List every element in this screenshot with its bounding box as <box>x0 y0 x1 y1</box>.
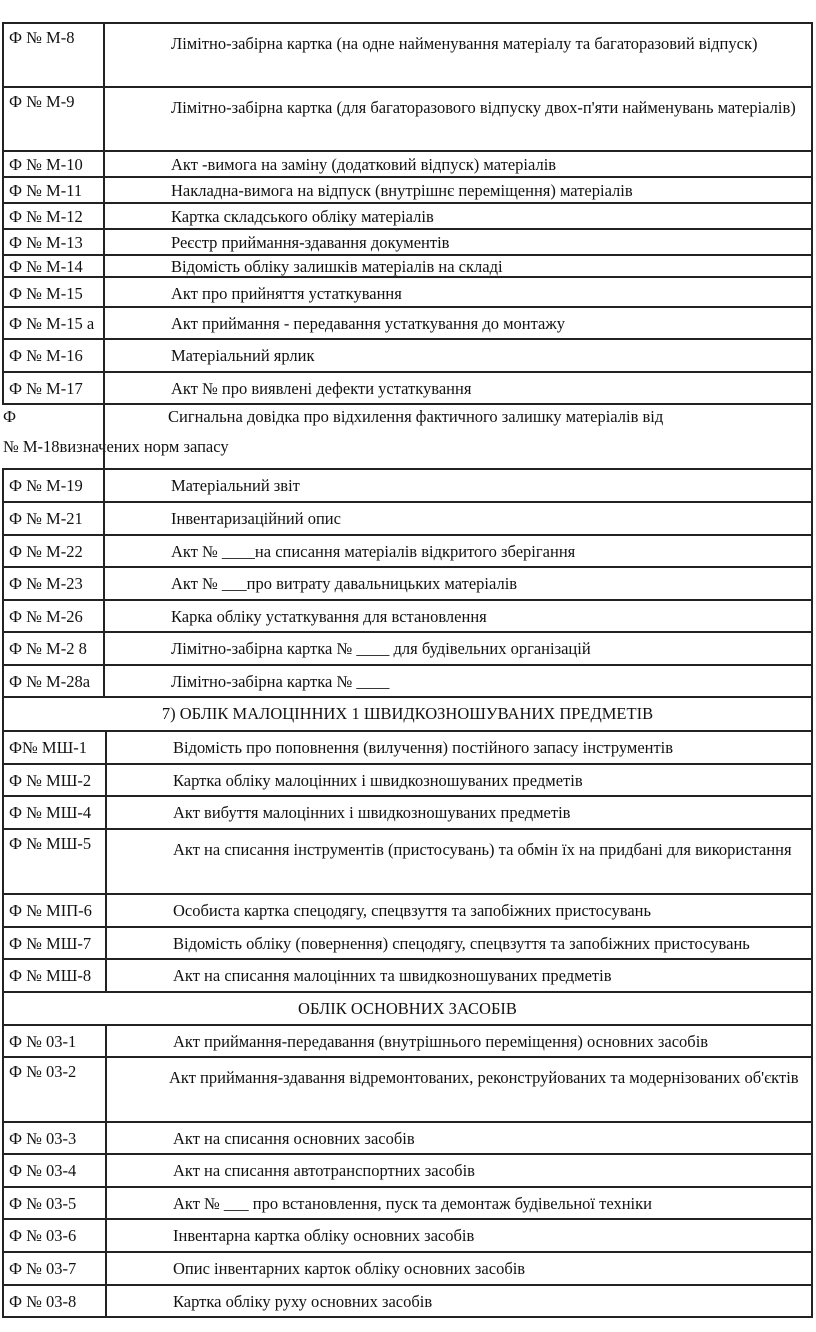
form-code: Ф № М-22 <box>4 536 105 566</box>
table-row <box>2 340 813 373</box>
table-row <box>2 1220 813 1253</box>
form-description: Матеріальний ярлик <box>171 346 315 365</box>
form-code: Ф № М-14 <box>4 256 105 276</box>
form-code: Ф № 03-6 <box>4 1220 107 1251</box>
form-description-line1: Сигнальна довідка про відхилення фактичного залишку матеріалів від <box>168 407 664 426</box>
form-code: Ф № М-11 <box>4 178 105 202</box>
form-code: Ф№ МШ-1 <box>4 732 107 763</box>
form-code: Ф № 03-1 <box>4 1026 107 1056</box>
table-row <box>2 830 813 895</box>
table-row <box>2 928 813 960</box>
form-code: Ф № 03-5 <box>4 1188 107 1218</box>
form-description: Картка обліку руху основних засобів <box>173 1292 433 1311</box>
form-code: Ф № М-2 8 <box>4 633 105 664</box>
form-description: Карка обліку устаткування для встановлення <box>171 607 487 626</box>
table-row <box>2 178 813 204</box>
form-code: Ф № 03-4 <box>4 1155 107 1186</box>
form-description: Лімітно-забірна картка (на одне найменування матеріалу та багаторазовий відпуск) <box>171 34 758 53</box>
form-description: Картка обліку малоцінних і швидкозношуваних предметів <box>173 771 583 790</box>
table-row <box>2 732 813 765</box>
table-row <box>2 470 813 503</box>
form-code: Ф № МШ-7 <box>4 928 107 958</box>
table-row <box>2 1026 813 1058</box>
form-description: Акт № ___ про встановлення, пуск та демонтаж будівельної техніки <box>173 1194 652 1213</box>
form-code: Ф № 03-7 <box>4 1253 107 1284</box>
form-description: Відомість обліку залишків матеріалів на складі <box>171 257 503 276</box>
form-description: Акт на списання інструментів (пристосувань) та обмін їх на придбані для використання <box>173 840 792 859</box>
form-code: Ф № 03-8 <box>4 1286 107 1316</box>
form-code: Ф № М-23 <box>4 568 105 599</box>
table-row <box>2 405 813 470</box>
form-description: Відомість про поповнення (вилучення) постійного запасу інструментів <box>173 738 674 757</box>
form-code-and-description-line2 <box>2 437 229 457</box>
form-description: Лімітно-забірна картка № ____ для будівельних організацій <box>171 639 591 658</box>
form-description: Акт на списання автотранспортних засобів <box>173 1161 475 1180</box>
form-description: Лімітно-забірна картка (для багаторазового відпуску двох-п'яти найменувань матеріалів) <box>171 98 796 117</box>
table-row <box>2 1253 813 1286</box>
table-row <box>2 797 813 830</box>
table-row <box>2 152 813 178</box>
forms-table <box>2 22 813 1318</box>
column-divider <box>103 405 105 468</box>
table-row <box>2 1155 813 1188</box>
section-header: 7) ОБЛІК МАЛОЦІННИХ 1 ШВИДКОЗНОШУВАНИХ ПРЕДМЕТІВ <box>2 698 813 732</box>
form-description: Матеріальний звіт <box>171 476 300 495</box>
form-code: Ф № МШ-4 <box>4 797 107 828</box>
table-row <box>2 373 813 405</box>
form-description: Акт приймання-здавання відремонтованих, реконструйованих та модернізованих об'єктів <box>169 1068 799 1087</box>
form-code: Ф № М-19 <box>4 470 105 501</box>
form-description: Відомість обліку (повернення) спецодягу, спецвзуття та запобіжних пристосувань <box>173 934 750 953</box>
table-row <box>2 308 813 340</box>
table-row <box>2 1058 813 1123</box>
form-code: Ф № МШ-5 <box>4 830 107 893</box>
form-description: Накладна-вимога на відпуск (внутрішнє переміщення) матеріалів <box>171 181 633 200</box>
form-code: Ф № М-26 <box>4 601 105 631</box>
table-row <box>2 536 813 568</box>
form-code: Ф № 03-3 <box>4 1123 107 1153</box>
form-code: Ф № М-28а <box>4 666 105 696</box>
table-row <box>2 601 813 633</box>
form-code: Ф № М-8 <box>4 24 105 86</box>
form-description: Інвентарна картка обліку основних засобів <box>173 1226 475 1245</box>
table-row <box>2 278 813 308</box>
form-code: Ф № МІП-6 <box>4 895 107 926</box>
form-description: Опис інвентарних карток обліку основних засобів <box>173 1259 526 1278</box>
table-row <box>2 633 813 666</box>
table-row <box>2 765 813 797</box>
form-description: Акт -вимога на заміну (додатковий відпуск) матеріалів <box>171 155 557 174</box>
table-row <box>2 666 813 698</box>
form-code: Ф № М-9 <box>4 88 105 150</box>
form-description: Акт приймання - передавання устаткування до монтажу <box>171 314 566 333</box>
form-description: Лімітно-забірна картка № ____ <box>171 672 390 691</box>
form-description: Акт № ____на списання матеріалів відкритого зберігання <box>171 542 576 561</box>
form-description: Картка складського обліку матеріалів <box>171 207 434 226</box>
form-code: Ф № М-15 а <box>4 308 105 338</box>
form-description-line2: визначених норм запасу <box>59 437 229 456</box>
table-row <box>2 256 813 278</box>
form-code: Ф № МШ-8 <box>4 960 107 991</box>
form-description: Інвентаризаційний опис <box>171 509 341 528</box>
form-code: Ф № М-21 <box>4 503 105 534</box>
form-description: Акт вибуття малоцінних і швидкозношуваних предметів <box>173 803 571 822</box>
form-code: Ф № М-12 <box>4 204 105 228</box>
form-code-line2: № М-18 <box>3 437 60 456</box>
form-description: Реєстр приймання-здавання документів <box>171 233 450 252</box>
table-row <box>2 568 813 601</box>
form-description: Акт на списання основних засобів <box>173 1129 415 1148</box>
form-description: Акт на списання малоцінних та швидкозношуваних предметів <box>173 966 612 985</box>
table-row <box>2 960 813 993</box>
table-row <box>2 895 813 928</box>
table-row <box>2 204 813 230</box>
form-description: Акт про прийняття устаткування <box>171 284 402 303</box>
section-header: ОБЛІК ОСНОВНИХ ЗАСОБІВ <box>2 993 813 1026</box>
table-row <box>2 503 813 536</box>
form-code: Ф № М-10 <box>4 152 105 176</box>
form-code: Ф № М-16 <box>4 340 105 371</box>
table-row <box>2 1188 813 1220</box>
table-row <box>2 230 813 256</box>
form-code: Ф № 03-2 <box>4 1058 107 1121</box>
table-row <box>2 88 813 152</box>
table-row <box>2 22 813 88</box>
form-code: Ф № МШ-2 <box>4 765 107 795</box>
form-code: Ф № М-17 <box>4 373 105 403</box>
form-description: Особиста картка спецодягу, спецвзуття та запобіжних пристосувань <box>173 901 652 920</box>
table-row <box>2 1286 813 1318</box>
form-description: Акт № про виявлені дефекти устаткування <box>171 379 472 398</box>
form-description: Акт № ___про витрату давальницьких матеріалів <box>171 574 518 593</box>
form-description: Акт приймання-передавання (внутрішнього переміщення) основних засобів <box>173 1032 709 1051</box>
form-code-line1: Ф <box>3 407 17 426</box>
table-row <box>2 1123 813 1155</box>
form-code: Ф № М-13 <box>4 230 105 254</box>
form-code: Ф № М-15 <box>4 278 105 306</box>
